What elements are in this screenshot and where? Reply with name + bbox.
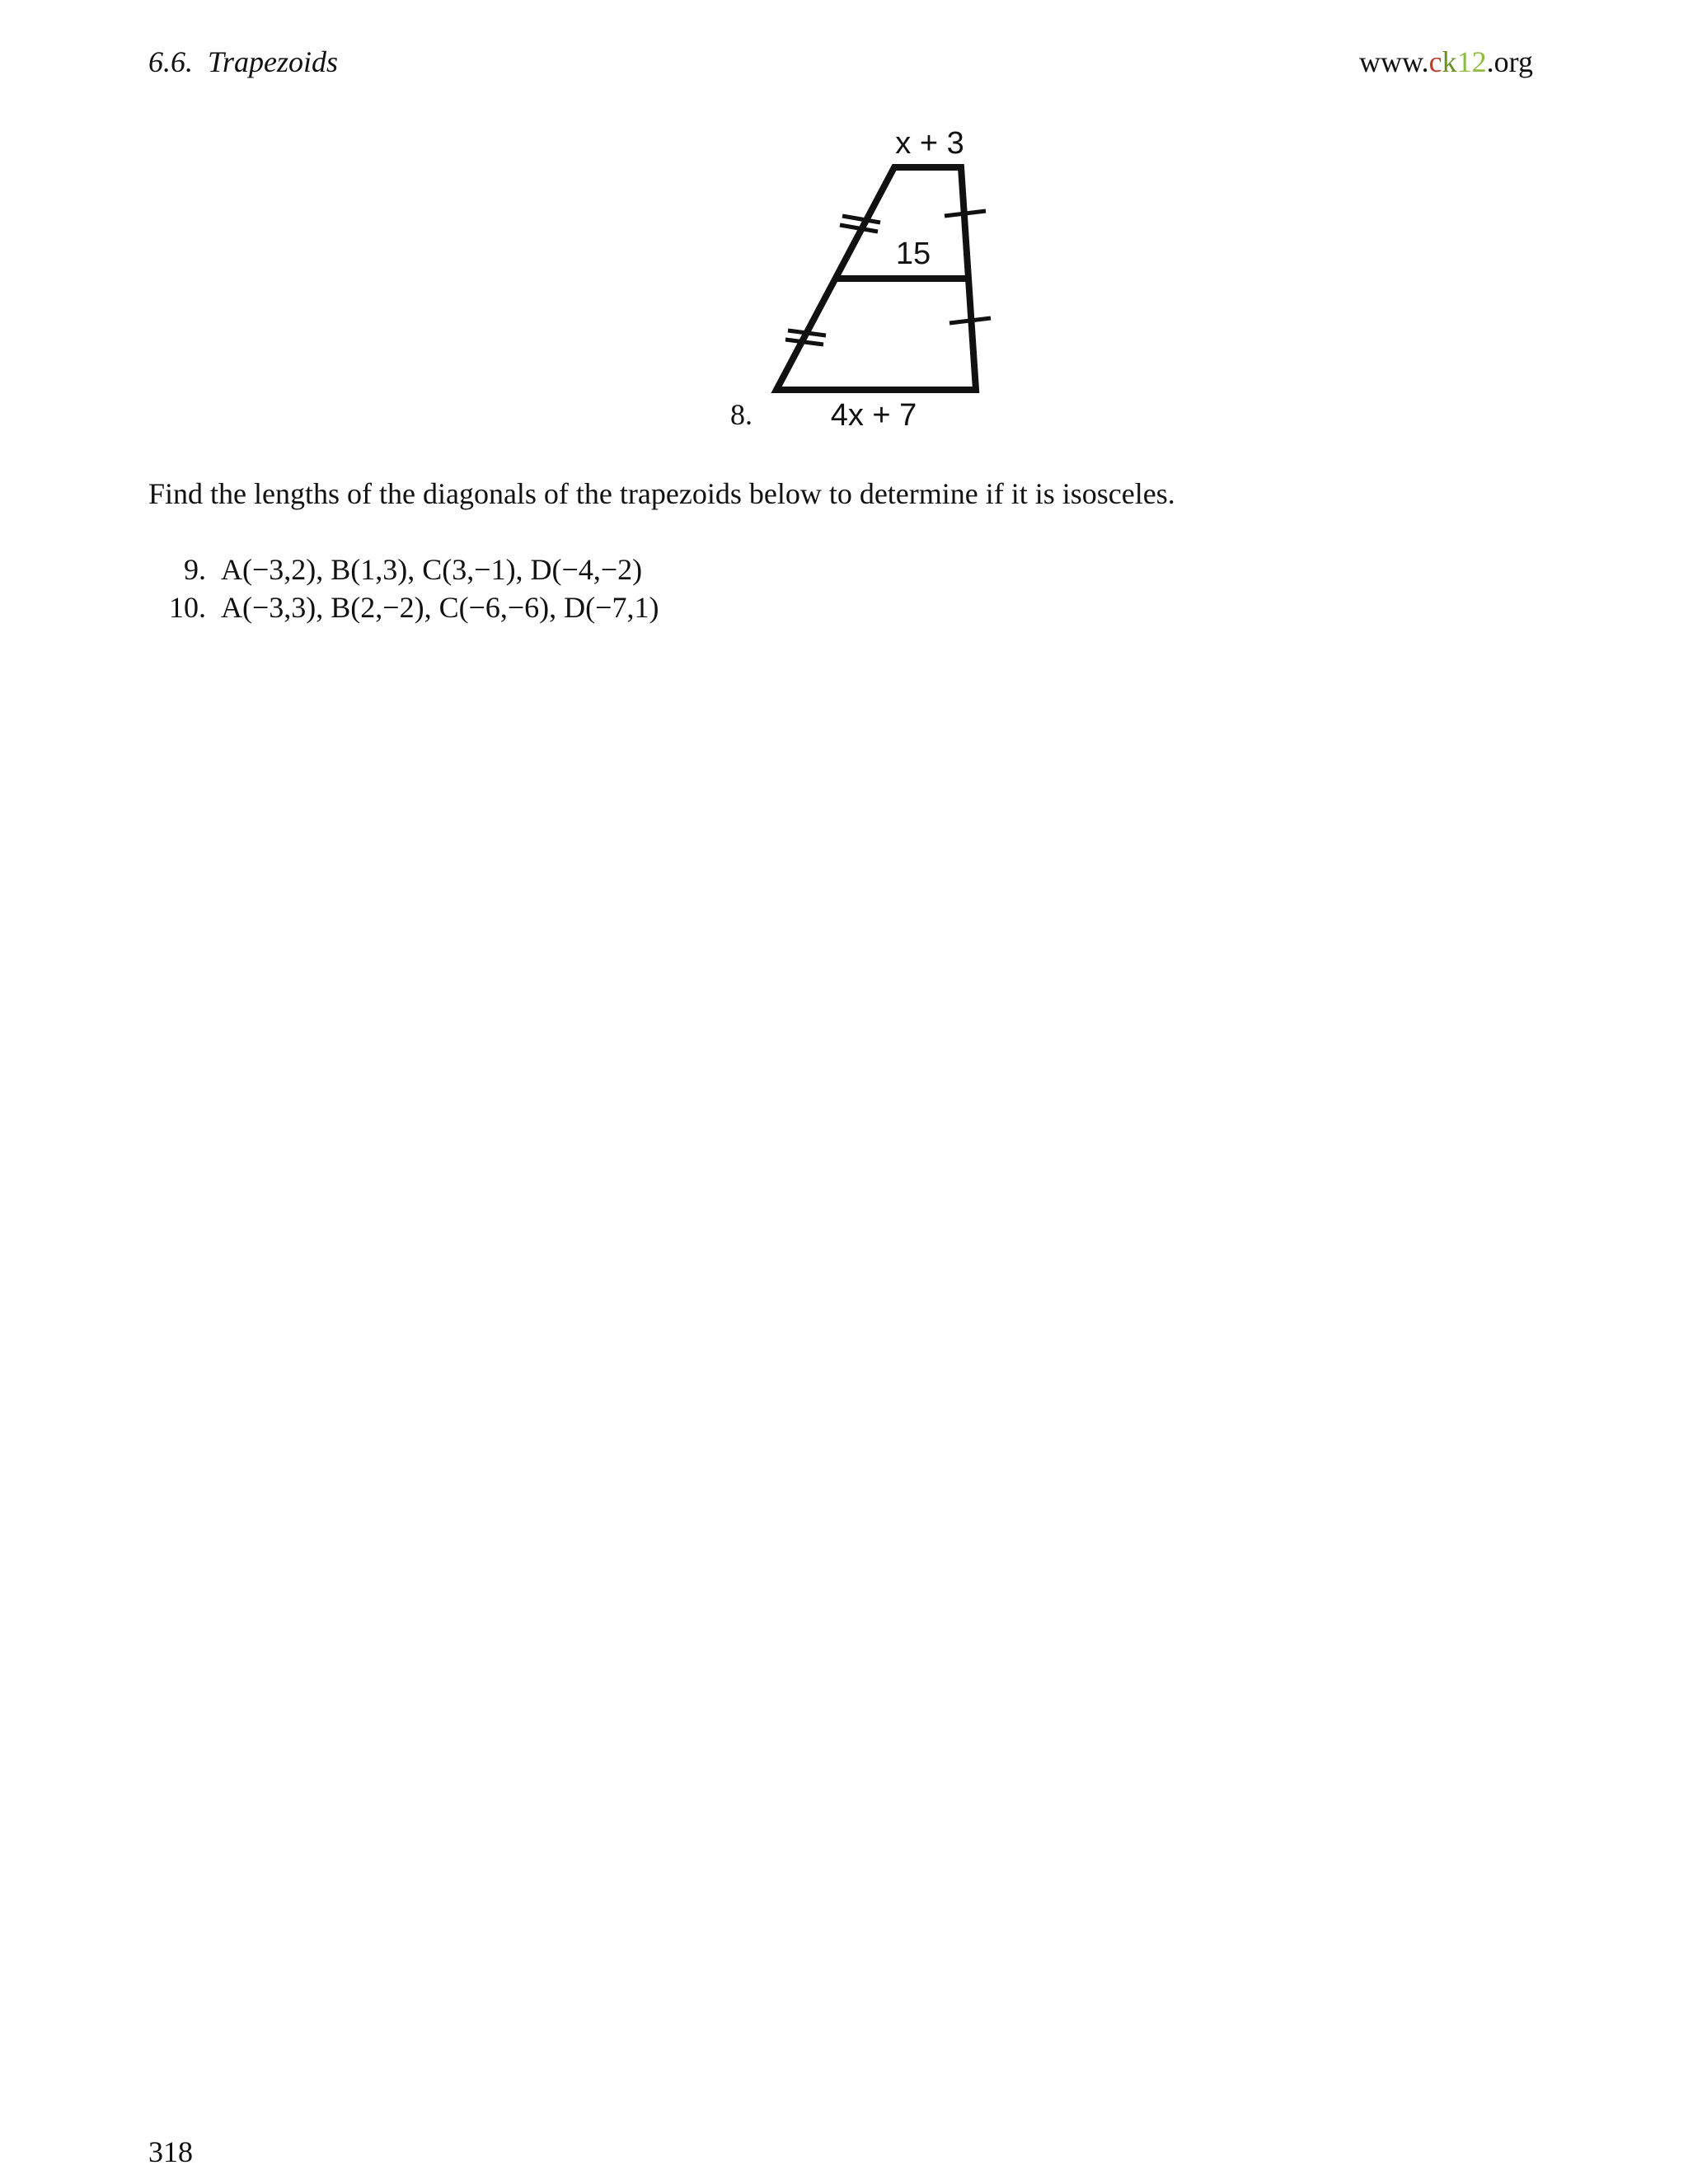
bottom-base-label: 4x + 7: [830, 398, 917, 433]
site-url-prefix: www.: [1359, 45, 1429, 78]
site-url-c: c: [1428, 45, 1442, 78]
tick-mark: [945, 211, 986, 216]
running-header-section: [148, 45, 338, 79]
page-number: 318: [148, 2135, 193, 2168]
problem-coordinates: A(−3,3), B(2,−2), C(−6,−6), D(−7,1): [221, 591, 659, 624]
site-url-12: 12: [1456, 45, 1487, 78]
trapezoid-figure: [725, 122, 1022, 443]
section-number: 6.6.: [148, 45, 193, 78]
site-url[interactable]: [1359, 45, 1533, 79]
tick-mark: [842, 216, 880, 223]
site-url-k: k: [1442, 45, 1457, 78]
problem-8-number: 8.: [730, 398, 753, 431]
problem-coordinates: A(−3,2), B(1,3), C(3,−1), D(−4,−2): [221, 553, 643, 586]
instruction-text: Find the lengths of the diagonals of the trapezoids below to determine if it is isosceles.: [148, 477, 1175, 510]
site-url-suffix: .org: [1486, 45, 1533, 78]
trapezoid-diagram: [725, 122, 1022, 443]
problem-9: [148, 552, 642, 587]
problem-number: 10.: [169, 591, 206, 624]
tick-mark: [950, 318, 991, 323]
tick-mark: [788, 330, 826, 335]
top-base-label: x + 3: [895, 126, 964, 161]
tick-mark: [785, 340, 823, 344]
section-title: Trapezoids: [208, 45, 339, 78]
problem-10: [148, 590, 659, 625]
problem-number: 9.: [184, 553, 206, 586]
midsegment-label: 15: [895, 237, 931, 271]
